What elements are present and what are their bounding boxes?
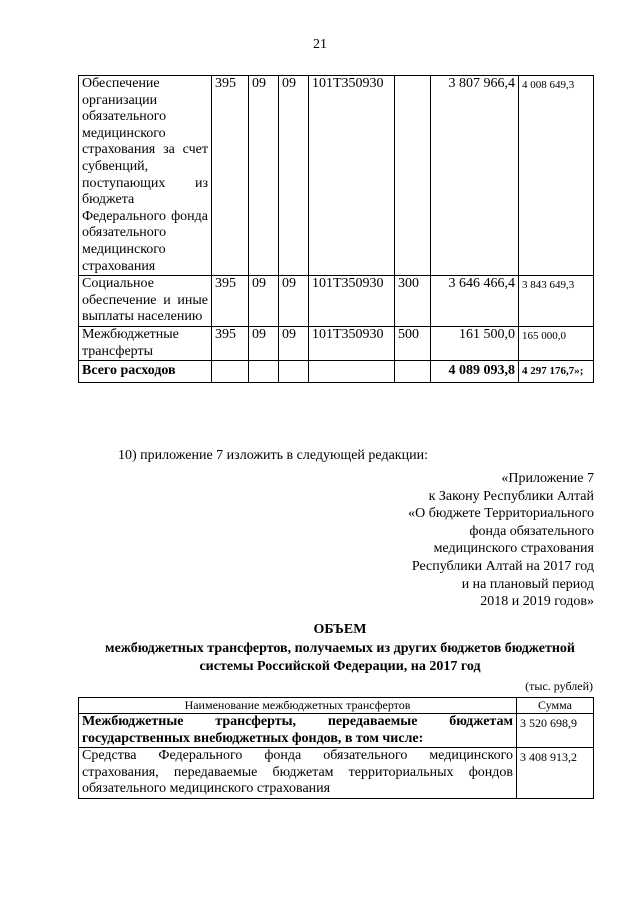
ministry-code: 395 — [212, 326, 249, 360]
amount-2017: 3 807 966,4 — [431, 76, 519, 276]
subsection-code: 09 — [279, 326, 309, 360]
transfer-amount: 3 520 698,9 — [517, 714, 594, 748]
row-name: Социальное обеспечение и иные выплаты населению — [79, 276, 212, 327]
amount-2018: 165 000,0 — [519, 326, 594, 360]
transfer-name-last: государственных внебюджетных фондов, в том числе: — [82, 730, 424, 746]
transfer-name — [79, 748, 517, 799]
table-row — [79, 714, 594, 748]
document-title: ОБЪЕМ — [313, 622, 367, 637]
expense-type-code: 300 — [395, 276, 431, 327]
appendix-line: «Приложение 7 — [501, 471, 594, 486]
table-row — [79, 748, 594, 799]
empty-cell — [395, 361, 431, 383]
appendix-line: фонда обязательного — [469, 523, 594, 539]
units-label: (тыс. рублей) — [525, 679, 593, 693]
appendix-line: 2018 и 2019 годов» — [480, 594, 594, 610]
section-code: 09 — [249, 276, 279, 327]
table-row — [79, 326, 594, 360]
document-subtitle-line-2: системы Российской Федерации, на 2017 год — [199, 659, 481, 674]
amount-2017: 3 646 466,4 — [431, 276, 519, 327]
amount-2018: 4 008 649,3 — [519, 76, 594, 276]
ministry-code: 395 — [212, 76, 249, 276]
amount-2017: 161 500,0 — [431, 326, 519, 360]
transfer-name-last: обязательного медицинского страхования — [82, 781, 331, 796]
table-row — [79, 276, 594, 327]
header-name: Наименование межбюджетных трансфертов — [79, 698, 517, 714]
appendix-line: Республики Алтай на 2017 год — [411, 558, 594, 574]
table-header-row — [79, 698, 594, 714]
transfer-name-lead: Средства Федерального фонда обязательного медицинского страхования, передаваемые бюджетам территориальных фондов — [82, 748, 513, 780]
appendix-header — [408, 470, 594, 611]
appendix-line: к Закону Республики Алтай — [428, 488, 594, 504]
page-number: 21 — [313, 37, 327, 52]
transfer-name — [79, 714, 517, 748]
subsection-code: 09 — [279, 276, 309, 327]
table-row — [79, 76, 594, 276]
total-row — [79, 361, 594, 383]
appendix-line: медицинского страхования — [433, 541, 594, 557]
section-code: 09 — [249, 76, 279, 276]
transfers-table — [78, 697, 594, 799]
total-amount-2018: 4 297 176,7»; — [519, 361, 594, 383]
appendix-line: и на плановый период — [461, 576, 594, 592]
subsection-code: 09 — [279, 76, 309, 276]
transfer-name-lead: Межбюджетные трансферты, передаваемые бюджетам — [82, 714, 513, 729]
total-amount-2017: 4 089 093,8 — [431, 361, 519, 383]
empty-cell — [249, 361, 279, 383]
empty-cell — [309, 361, 395, 383]
target-article-code: 101Т350930 — [309, 276, 395, 327]
ministry-code: 395 — [212, 276, 249, 327]
target-article-code: 101Т350930 — [309, 76, 395, 276]
transfer-amount: 3 408 913,2 — [517, 748, 594, 799]
row-name: Межбюджетные трансферты — [79, 326, 212, 360]
empty-cell — [279, 361, 309, 383]
amount-2018: 3 843 649,3 — [519, 276, 594, 327]
row-name: Обеспечение организации обязательного медицинского страхования за счет субвенций, поступающих из бюджета Федерального фонда обязательного медицинского страхования — [79, 76, 212, 276]
paragraph-10: 10) приложение 7 изложить в следующей редакции: — [118, 448, 428, 463]
header-sum: Сумма — [517, 698, 594, 714]
document-subtitle-line-1: межбюджетных трансфертов, получаемых из других бюджетов бюджетной — [105, 641, 575, 656]
empty-cell — [212, 361, 249, 383]
expense-type-code — [395, 76, 431, 276]
target-article-code: 101Т350930 — [309, 326, 395, 360]
section-code: 09 — [249, 326, 279, 360]
total-label: Всего расходов — [79, 361, 212, 383]
expenditure-table — [78, 75, 594, 383]
expense-type-code: 500 — [395, 326, 431, 360]
appendix-line: «О бюджете Территориального — [408, 506, 594, 522]
